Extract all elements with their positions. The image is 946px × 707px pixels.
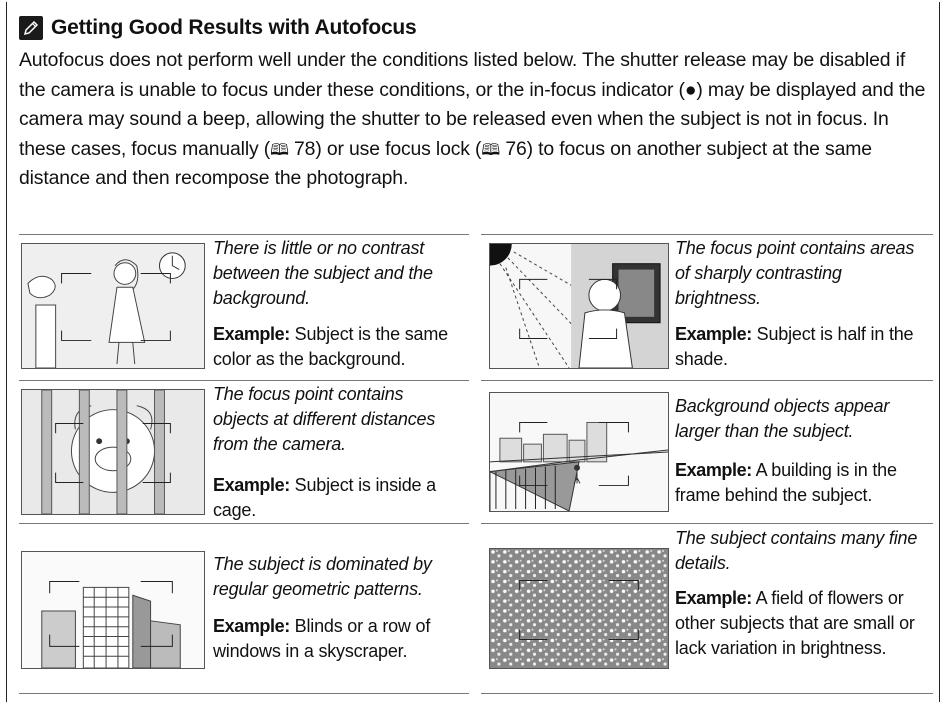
page-title: Getting Good Results with Autofocus xyxy=(51,16,417,39)
condition-text-block xyxy=(675,526,931,661)
page-ref-76: 76 xyxy=(500,137,527,160)
condition-text: The subject contains many fine details. xyxy=(675,528,918,573)
divider xyxy=(481,234,933,235)
divider xyxy=(19,234,469,235)
illustration-contrasting-brightness xyxy=(489,243,669,369)
condition-text-block xyxy=(213,236,459,372)
divider xyxy=(19,693,469,694)
example-text: Example: Subject is half in the shade. xyxy=(675,324,914,369)
condition-text: The focus point contains objects at different distances from the camera. xyxy=(213,384,436,454)
page-ref-78: 78 xyxy=(288,137,316,160)
title-row xyxy=(19,16,417,40)
example-text: Example: Subject is inside a cage. xyxy=(213,475,436,520)
condition-text-block xyxy=(213,382,459,523)
book-icon: 🕮 xyxy=(481,139,501,159)
in-focus-indicator-icon: ● xyxy=(684,78,697,101)
book-icon: 🕮 xyxy=(270,139,289,159)
condition-text: There is little or no contrast between the subject and the background. xyxy=(213,238,433,308)
condition-text-block xyxy=(675,236,931,372)
divider xyxy=(19,380,469,381)
condition-text: The subject is dominated by regular geometric patterns. xyxy=(213,554,432,599)
illustration-geometric-pattern xyxy=(21,551,205,669)
example-text: Example: Blinds or a row of windows in a skyscraper. xyxy=(213,616,431,661)
condition-text: Background objects appear larger than the subject. xyxy=(675,396,890,441)
divider xyxy=(481,380,933,381)
divider xyxy=(481,693,933,694)
illustration-fine-details xyxy=(489,548,669,669)
illustration-background-building xyxy=(489,392,669,512)
divider xyxy=(19,523,469,524)
intro-paragraph: Autofocus does not perform well under the conditions listed below. The shutter release may be disabled if the camera is unable to focus under these conditions, or the in-focus indicator (●) may be displayed and the camera may sound a beep, allowing the shutter to be released even when the subject is not in focus. In these cases, focus manually (🕮 78) or use focus lock (🕮 76) to focus on another subject at the same distance and then recompose the photograph. xyxy=(19,49,926,190)
note-box xyxy=(6,2,940,702)
illustration-low-contrast xyxy=(21,243,205,369)
divider xyxy=(481,523,933,524)
illustration-cage xyxy=(21,389,205,515)
example-text: Example: A field of flowers or other subjects that are small or lack variation in brightness. xyxy=(675,588,915,658)
condition-text-block xyxy=(213,552,459,664)
example-text: Example: A building is in the frame behind the subject. xyxy=(675,460,897,505)
example-text: Example: Subject is the same color as the background. xyxy=(213,324,448,369)
condition-text: The focus point contains areas of sharply contrasting brightness. xyxy=(675,238,915,308)
condition-text-block xyxy=(675,394,931,508)
pencil-note-icon xyxy=(19,16,43,40)
